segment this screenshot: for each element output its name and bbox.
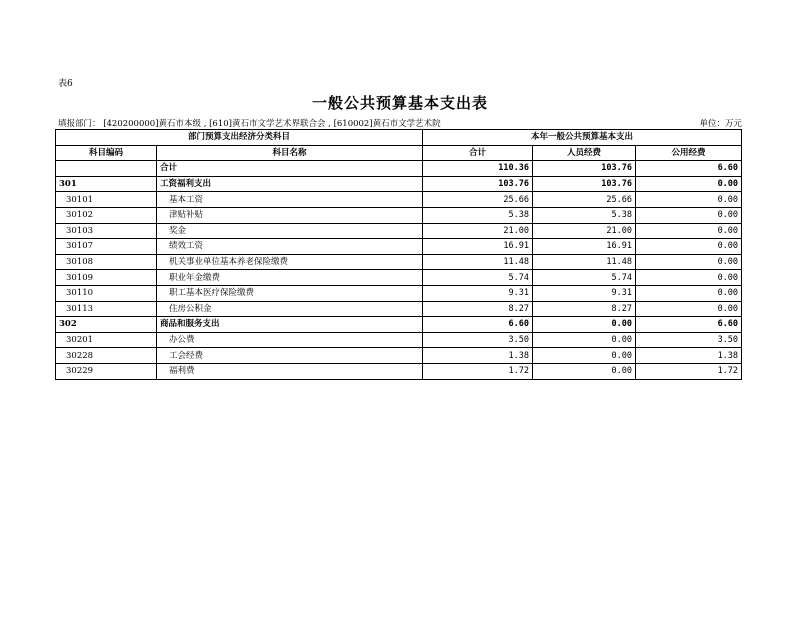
- cell-code: 30110: [56, 285, 157, 301]
- cell-total: 21.00: [423, 223, 533, 239]
- cell-code: 301: [56, 176, 157, 192]
- cell-name: 工资福利支出: [157, 176, 423, 192]
- cell-total: 5.74: [423, 270, 533, 286]
- cell-public: 0.00: [636, 176, 742, 192]
- cell-total: 5.38: [423, 207, 533, 223]
- cell-name: 合计: [157, 161, 423, 177]
- header-personnel: 人员经费: [533, 145, 636, 161]
- cell-personnel: 21.00: [533, 223, 636, 239]
- cell-personnel: 5.74: [533, 270, 636, 286]
- cell-name: 职工基本医疗保险缴费: [157, 285, 423, 301]
- filing-department: 填报部门： [420200000]黄石市本级 , [610]黄石市文学艺术界联合会 , [610002]黄石市文学艺术院: [58, 119, 441, 129]
- cell-code: 30228: [56, 348, 157, 364]
- cell-name: 商品和服务支出: [157, 317, 423, 333]
- cell-total: 25.66: [423, 192, 533, 208]
- cell-public: 1.38: [636, 348, 742, 364]
- table-row: [56, 285, 742, 301]
- cell-name: 工会经费: [157, 348, 423, 364]
- cell-code: 30103: [56, 223, 157, 239]
- cell-total: 1.72: [423, 363, 533, 379]
- table-row: [56, 192, 742, 208]
- cell-code: 30108: [56, 254, 157, 270]
- cell-total: 3.50: [423, 332, 533, 348]
- cell-personnel: 0.00: [533, 317, 636, 333]
- table-row: [56, 223, 742, 239]
- cell-code: 30107: [56, 239, 157, 255]
- cell-public: 0.00: [636, 301, 742, 317]
- cell-name: 基本工资: [157, 192, 423, 208]
- header-name: 科目名称: [157, 145, 423, 161]
- header-code: 科目编码: [56, 145, 157, 161]
- cell-public: 0.00: [636, 254, 742, 270]
- cell-personnel: 0.00: [533, 363, 636, 379]
- table-row: [56, 161, 742, 177]
- cell-public: 0.00: [636, 285, 742, 301]
- cell-personnel: 103.76: [533, 161, 636, 177]
- cell-total: 11.48: [423, 254, 533, 270]
- cell-public: 0.00: [636, 192, 742, 208]
- cell-public: 0.00: [636, 207, 742, 223]
- table-row: [56, 332, 742, 348]
- table-row: [56, 239, 742, 255]
- cell-total: 110.36: [423, 161, 533, 177]
- budget-table: [55, 129, 742, 380]
- cell-total: 8.27: [423, 301, 533, 317]
- cell-code: 302: [56, 317, 157, 333]
- cell-public: 0.00: [636, 223, 742, 239]
- table-row: [56, 254, 742, 270]
- cell-code: [56, 161, 157, 177]
- cell-code: 30201: [56, 332, 157, 348]
- cell-total: 1.38: [423, 348, 533, 364]
- cell-name: 津贴补贴: [157, 207, 423, 223]
- table-row: [56, 317, 742, 333]
- cell-personnel: 16.91: [533, 239, 636, 255]
- cell-total: 103.76: [423, 176, 533, 192]
- cell-personnel: 0.00: [533, 332, 636, 348]
- header-group-economic-class: 部门预算支出经济分类科目: [56, 130, 423, 146]
- cell-public: 3.50: [636, 332, 742, 348]
- cell-name: 奖金: [157, 223, 423, 239]
- cell-total: 9.31: [423, 285, 533, 301]
- cell-personnel: 5.38: [533, 207, 636, 223]
- cell-personnel: 103.76: [533, 176, 636, 192]
- cell-code: 30113: [56, 301, 157, 317]
- header-group-basic-expenditure: 本年一般公共预算基本支出: [423, 130, 742, 146]
- table-row: [56, 348, 742, 364]
- cell-name: 机关事业单位基本养老保险缴费: [157, 254, 423, 270]
- cell-code: 30229: [56, 363, 157, 379]
- page-title: 一般公共预算基本支出表: [311, 94, 488, 112]
- cell-personnel: 0.00: [533, 348, 636, 364]
- cell-public: 6.60: [636, 161, 742, 177]
- unit-label: 单位：万元: [699, 119, 742, 129]
- table-row: [56, 207, 742, 223]
- table-row: [56, 301, 742, 317]
- cell-personnel: 8.27: [533, 301, 636, 317]
- table-number: 表6: [58, 79, 73, 89]
- cell-public: 0.00: [636, 270, 742, 286]
- header-total: 合计: [423, 145, 533, 161]
- cell-public: 0.00: [636, 239, 742, 255]
- cell-public: 1.72: [636, 363, 742, 379]
- cell-personnel: 25.66: [533, 192, 636, 208]
- cell-personnel: 11.48: [533, 254, 636, 270]
- cell-name: 住房公积金: [157, 301, 423, 317]
- cell-code: 30102: [56, 207, 157, 223]
- table-row: [56, 176, 742, 192]
- cell-code: 30101: [56, 192, 157, 208]
- cell-total: 16.91: [423, 239, 533, 255]
- cell-name: 绩效工资: [157, 239, 423, 255]
- cell-name: 职业年金缴费: [157, 270, 423, 286]
- header-public: 公用经费: [636, 145, 742, 161]
- table-row: [56, 363, 742, 379]
- cell-total: 6.60: [423, 317, 533, 333]
- cell-name: 福利费: [157, 363, 423, 379]
- cell-name: 办公费: [157, 332, 423, 348]
- table-row: [56, 270, 742, 286]
- cell-public: 6.60: [636, 317, 742, 333]
- cell-personnel: 9.31: [533, 285, 636, 301]
- cell-code: 30109: [56, 270, 157, 286]
